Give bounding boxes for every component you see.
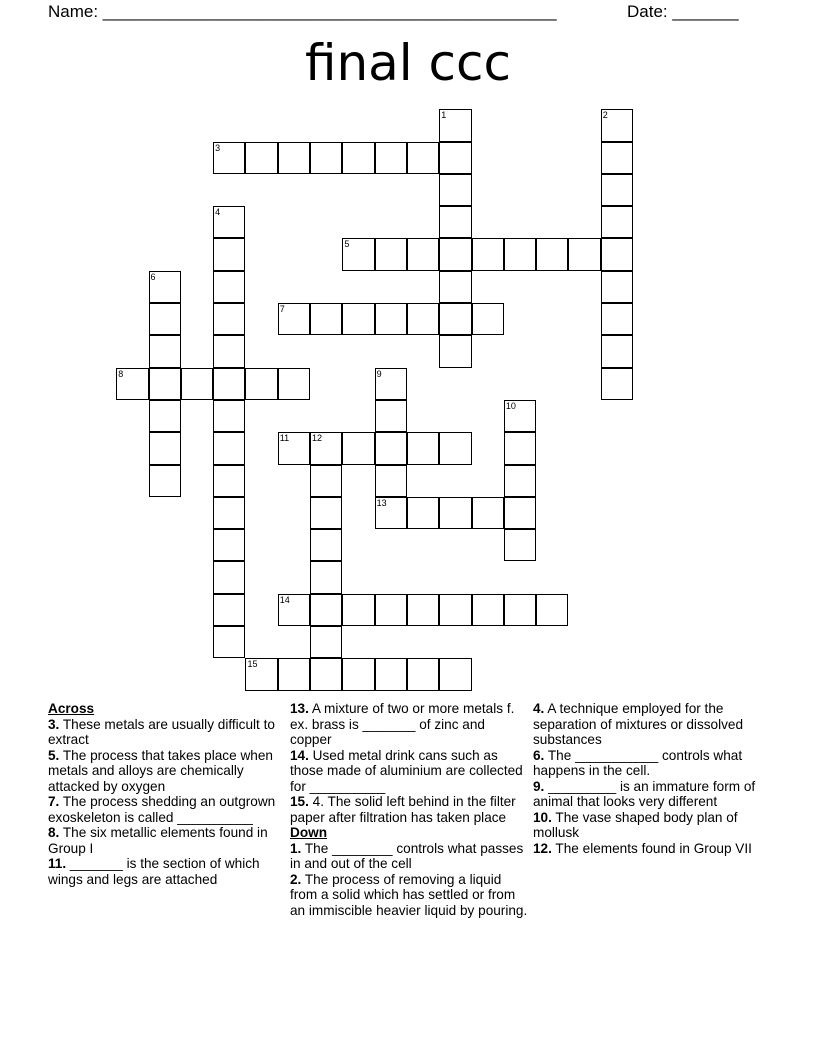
clue-down-1: 1. The ________ controls what passes in and out of the cell [290, 840, 524, 871]
grid-cell[interactable] [407, 658, 439, 690]
clue-across-7: 7. The process shedding an outgrown exoskeleton is called __________ [48, 794, 276, 825]
grid-cell[interactable] [245, 142, 277, 174]
grid-cell[interactable] [568, 238, 600, 270]
grid-cell[interactable] [375, 368, 407, 400]
grid-cell[interactable] [375, 432, 407, 464]
grid-cell[interactable] [213, 561, 245, 593]
clue-number: 15 [247, 659, 258, 670]
clue-down-10: 10. The vase shaped body plan of mollusk [533, 809, 738, 840]
grid-cell[interactable] [149, 465, 181, 497]
grid-cell[interactable] [278, 142, 310, 174]
grid-cell[interactable] [472, 497, 504, 529]
grid-cell[interactable] [536, 594, 568, 626]
grid-cell[interactable] [407, 594, 439, 626]
clue-number: 4 [215, 207, 221, 218]
clue-across-11: 11. _______ is the section of which wings and legs are attached [48, 856, 260, 887]
grid-cell[interactable] [407, 432, 439, 464]
clue-down-6: 6. The ___________ controls what happens in the cell. [533, 747, 743, 778]
grid-cell[interactable] [116, 368, 148, 400]
clue-number: 11 [279, 433, 290, 444]
grid-cell[interactable] [310, 497, 342, 529]
clue-down-12: 12. The elements found in Group VII [533, 840, 752, 856]
grid-cell[interactable] [439, 432, 471, 464]
clue-number: 2 [602, 110, 608, 121]
grid-cell[interactable] [149, 368, 181, 400]
grid-cell[interactable] [439, 174, 471, 206]
grid-cell[interactable] [504, 594, 536, 626]
grid-cell[interactable] [375, 400, 407, 432]
down-heading: Down [290, 825, 327, 840]
clue-number: 13 [376, 497, 387, 508]
grid-cell[interactable] [278, 368, 310, 400]
grid-cell[interactable] [310, 561, 342, 593]
grid-cell[interactable] [601, 109, 633, 141]
grid-cell[interactable] [439, 335, 471, 367]
clues-column-2 [290, 701, 530, 918]
clue-down-9: 9. _________ is an immature form of animal that looks very different [533, 778, 756, 809]
grid-cell[interactable] [310, 594, 342, 626]
clue-number: 5 [344, 239, 350, 250]
grid-cell[interactable] [504, 465, 536, 497]
grid-cell[interactable] [601, 335, 633, 367]
clue-number: 9 [376, 368, 382, 379]
grid-cell[interactable] [310, 529, 342, 561]
grid-cell[interactable] [375, 303, 407, 335]
grid-cell[interactable] [375, 497, 407, 529]
grid-cell[interactable] [278, 432, 310, 464]
name-field: Name: ________________________________________________ [48, 2, 557, 21]
clue-across-13: 13. A mixture of two or more metals f. ex. brass is _______ of zinc and copper [290, 701, 515, 747]
grid-cell[interactable] [439, 238, 471, 270]
clue-number: 8 [118, 368, 124, 379]
grid-cell[interactable] [504, 497, 536, 529]
grid-cell[interactable] [504, 529, 536, 561]
grid-cell[interactable] [213, 465, 245, 497]
grid-cell[interactable] [149, 432, 181, 464]
clue-down-4: 4. A technique employed for the separation of mixtures or dissolved substances [533, 701, 744, 747]
clue-number: 14 [279, 594, 290, 605]
grid-cell[interactable] [439, 303, 471, 335]
grid-cell[interactable] [213, 142, 245, 174]
grid-cell[interactable] [504, 238, 536, 270]
grid-cell[interactable] [472, 303, 504, 335]
clue-number: 6 [150, 271, 156, 282]
grid-cell[interactable] [601, 142, 633, 174]
clue-across-15: 15. 4. The solid left behind in the filter paper after filtration has taken place [290, 794, 516, 825]
clue-down-2: 2. The process of removing a liquid from a solid which has settled or from an immiscible heavier liquid by pouring. [290, 871, 528, 918]
grid-cell[interactable] [375, 238, 407, 270]
grid-cell[interactable] [310, 432, 342, 464]
clue-across-3: 3. These metals are usually difficult to extract [48, 716, 275, 747]
grid-cell[interactable] [439, 594, 471, 626]
grid-cell[interactable] [213, 206, 245, 238]
grid-cell[interactable] [213, 594, 245, 626]
grid-cell[interactable] [407, 238, 439, 270]
grid-cell[interactable] [601, 206, 633, 238]
grid-cell[interactable] [504, 400, 536, 432]
grid-cell[interactable] [342, 594, 374, 626]
clue-across-14: 14. Used metal drink cans such as those made of aluminium are collected for __________ [290, 747, 523, 794]
grid-cell[interactable] [601, 271, 633, 303]
grid-cell[interactable] [439, 271, 471, 303]
grid-cell[interactable] [213, 497, 245, 529]
grid-cell[interactable] [310, 658, 342, 690]
clue-number: 10 [505, 400, 516, 411]
grid-cell[interactable] [407, 142, 439, 174]
grid-cell[interactable] [278, 303, 310, 335]
grid-cell[interactable] [310, 465, 342, 497]
clue-number: 1 [441, 110, 447, 121]
grid-cell[interactable] [375, 594, 407, 626]
grid-cell[interactable] [601, 303, 633, 335]
across-heading: Across [48, 701, 95, 716]
grid-cell[interactable] [310, 142, 342, 174]
clues-column-3 [533, 701, 773, 856]
grid-cell[interactable] [213, 368, 245, 400]
grid-cell[interactable] [149, 271, 181, 303]
grid-cell[interactable] [439, 206, 471, 238]
clue-number: 12 [312, 433, 323, 444]
clue-number: 7 [279, 304, 285, 315]
clue-across-5: 5. The process that takes place when metals and alloys are chemically attacked by oxygen [48, 747, 273, 794]
grid-cell[interactable] [181, 368, 213, 400]
grid-cell[interactable] [278, 594, 310, 626]
clue-number: 3 [215, 142, 221, 153]
grid-cell[interactable] [213, 271, 245, 303]
grid-cell[interactable] [213, 626, 245, 658]
grid-cell[interactable] [213, 335, 245, 367]
grid-cell[interactable] [472, 594, 504, 626]
grid-cell[interactable] [149, 335, 181, 367]
grid-cell[interactable] [439, 142, 471, 174]
crossword-grid [117, 110, 657, 700]
grid-cell[interactable] [213, 432, 245, 464]
grid-cell[interactable] [245, 368, 277, 400]
grid-cell[interactable] [342, 238, 374, 270]
grid-cell[interactable] [375, 658, 407, 690]
grid-cell[interactable] [342, 142, 374, 174]
grid-cell[interactable] [310, 626, 342, 658]
grid-cell[interactable] [601, 238, 633, 270]
clues-column-1 [48, 701, 288, 887]
grid-cell[interactable] [278, 658, 310, 690]
grid-cell[interactable] [439, 109, 471, 141]
grid-cell[interactable] [213, 529, 245, 561]
grid-cell[interactable] [375, 465, 407, 497]
grid-cell[interactable] [601, 174, 633, 206]
grid-cell[interactable] [213, 238, 245, 270]
grid-cell[interactable] [472, 238, 504, 270]
grid-cell[interactable] [407, 497, 439, 529]
grid-cell[interactable] [407, 303, 439, 335]
grid-cell[interactable] [536, 238, 568, 270]
grid-cell[interactable] [439, 658, 471, 690]
grid-cell[interactable] [504, 432, 536, 464]
grid-cell[interactable] [342, 303, 374, 335]
grid-cell[interactable] [375, 142, 407, 174]
grid-cell[interactable] [342, 658, 374, 690]
grid-cell[interactable] [213, 400, 245, 432]
grid-cell[interactable] [342, 432, 374, 464]
grid-cell[interactable] [213, 303, 245, 335]
date-field: Date: _______ [627, 2, 739, 21]
grid-cell[interactable] [310, 303, 342, 335]
grid-cell[interactable] [149, 303, 181, 335]
grid-cell[interactable] [439, 497, 471, 529]
grid-cell[interactable] [149, 400, 181, 432]
clue-across-8: 8. The six metallic elements found in Group I [48, 825, 268, 856]
puzzle-title: final ccc [304, 34, 512, 92]
grid-cell[interactable] [601, 368, 633, 400]
grid-cell[interactable] [245, 658, 277, 690]
